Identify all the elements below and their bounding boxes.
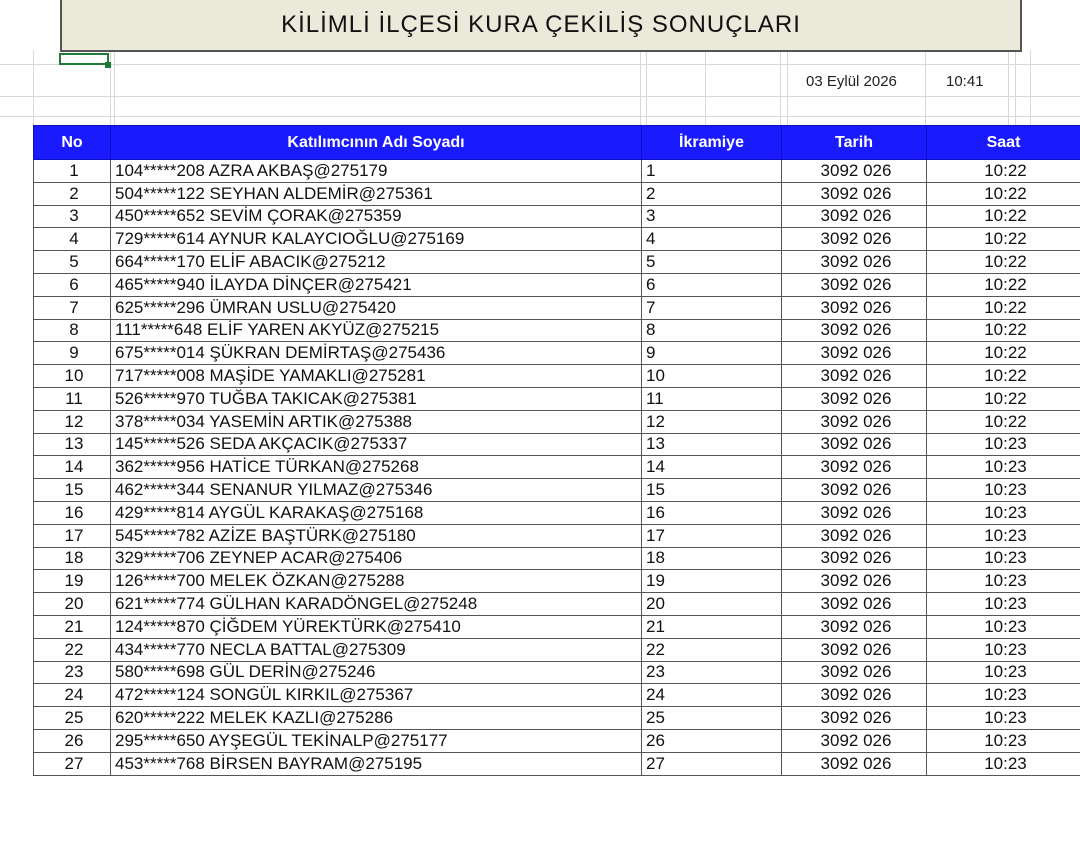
table-row: [34, 319, 1080, 342]
date-cell[interactable]: 3092 026: [782, 182, 927, 205]
participant-name-cell[interactable]: 362*****956 HATİCE TÜRKAN@275268: [111, 456, 642, 479]
time-cell[interactable]: 10:23: [927, 456, 1080, 479]
row-number-cell[interactable]: 10: [34, 365, 111, 388]
row-number-cell[interactable]: 21: [34, 615, 111, 638]
date-cell[interactable]: 3092 026: [782, 456, 927, 479]
participant-name-cell[interactable]: 545*****782 AZİZE BAŞTÜRK@275180: [111, 524, 642, 547]
participant-name-cell[interactable]: 453*****768 BİRSEN BAYRAM@275195: [111, 752, 642, 775]
participant-name-cell[interactable]: 295*****650 AYŞEGÜL TEKİNALP@275177: [111, 729, 642, 752]
prize-cell[interactable]: 17: [642, 524, 782, 547]
table-row: [34, 729, 1080, 752]
prize-cell[interactable]: 12: [642, 410, 782, 433]
participant-name-cell[interactable]: 145*****526 SEDA AKÇACIK@275337: [111, 433, 642, 456]
table-row: [34, 524, 1080, 547]
row-number-cell[interactable]: 1: [34, 160, 111, 183]
time-cell[interactable]: 10:23: [927, 661, 1080, 684]
row-number-cell[interactable]: 23: [34, 661, 111, 684]
column-header-time[interactable]: Saat: [927, 126, 1080, 160]
grid-line: [0, 116, 1080, 117]
table-row: [34, 638, 1080, 661]
table-row: [34, 752, 1080, 775]
table-row: [34, 160, 1080, 183]
time-cell[interactable]: 10:23: [927, 729, 1080, 752]
date-cell[interactable]: 3092 026: [782, 707, 927, 730]
time-cell[interactable]: 10:22: [927, 342, 1080, 365]
grid-line: [0, 64, 1080, 65]
participant-name-cell[interactable]: 450*****652 SEVİM ÇORAK@275359: [111, 205, 642, 228]
row-number-cell[interactable]: 13: [34, 433, 111, 456]
prize-cell[interactable]: 14: [642, 456, 782, 479]
row-number-cell[interactable]: 11: [34, 387, 111, 410]
date-cell[interactable]: 3092 026: [782, 273, 927, 296]
time-cell[interactable]: 10:22: [927, 160, 1080, 183]
participant-name-cell[interactable]: 124*****870 ÇİĞDEM YÜREKTÜRK@275410: [111, 615, 642, 638]
participant-name-cell[interactable]: 526*****970 TUĞBA TAKICAK@275381: [111, 387, 642, 410]
table-row: [34, 456, 1080, 479]
table-body: [34, 160, 1080, 776]
participant-name-cell[interactable]: 462*****344 SENANUR YILMAZ@275346: [111, 479, 642, 502]
prize-cell[interactable]: 23: [642, 661, 782, 684]
participant-name-cell[interactable]: 729*****614 AYNUR KALAYCIOĞLU@275169: [111, 228, 642, 251]
date-cell[interactable]: 3092 026: [782, 296, 927, 319]
date-cell[interactable]: 3092 026: [782, 501, 927, 524]
date-cell[interactable]: 3092 026: [782, 570, 927, 593]
row-number-cell[interactable]: 27: [34, 752, 111, 775]
row-number-cell[interactable]: 9: [34, 342, 111, 365]
time-cell[interactable]: 10:22: [927, 387, 1080, 410]
row-number-cell[interactable]: 18: [34, 547, 111, 570]
prize-cell[interactable]: 13: [642, 433, 782, 456]
prize-cell[interactable]: 2: [642, 182, 782, 205]
time-cell[interactable]: 10:23: [927, 638, 1080, 661]
date-cell[interactable]: 3092 026: [782, 547, 927, 570]
row-number-cell[interactable]: 26: [34, 729, 111, 752]
prize-cell[interactable]: 24: [642, 684, 782, 707]
prize-cell[interactable]: 4: [642, 228, 782, 251]
results-table: [33, 125, 1080, 776]
prize-cell[interactable]: 11: [642, 387, 782, 410]
date-cell[interactable]: 3092 026: [782, 433, 927, 456]
date-cell[interactable]: 3092 026: [782, 387, 927, 410]
date-cell[interactable]: 3092 026: [782, 684, 927, 707]
table-header-row: [34, 126, 1080, 160]
table-row: [34, 228, 1080, 251]
participant-name-cell[interactable]: 625*****296 ÜMRAN USLU@275420: [111, 296, 642, 319]
table-row: [34, 387, 1080, 410]
table-row: [34, 615, 1080, 638]
grid-line: [640, 50, 641, 125]
current-date-cell[interactable]: 03 Eylül 2026: [806, 72, 897, 90]
grid-line: [787, 50, 788, 125]
date-cell[interactable]: 3092 026: [782, 615, 927, 638]
row-number-cell[interactable]: 6: [34, 273, 111, 296]
row-number-cell[interactable]: 7: [34, 296, 111, 319]
prize-cell[interactable]: 16: [642, 501, 782, 524]
table-row: [34, 547, 1080, 570]
date-cell[interactable]: 3092 026: [782, 251, 927, 274]
prize-cell[interactable]: 21: [642, 615, 782, 638]
date-cell[interactable]: 3092 026: [782, 410, 927, 433]
table-row: [34, 273, 1080, 296]
row-number-cell[interactable]: 3: [34, 205, 111, 228]
date-cell[interactable]: 3092 026: [782, 661, 927, 684]
row-number-cell[interactable]: 20: [34, 593, 111, 616]
prize-cell[interactable]: 19: [642, 570, 782, 593]
column-header-prize[interactable]: İkramiye: [642, 126, 782, 160]
column-header-no[interactable]: No: [34, 126, 111, 160]
grid-line: [1008, 50, 1009, 125]
participant-name-cell[interactable]: 717*****008 MAŞİDE YAMAKLI@275281: [111, 365, 642, 388]
row-number-cell[interactable]: 22: [34, 638, 111, 661]
grid-line: [1015, 50, 1016, 125]
prize-cell[interactable]: 18: [642, 547, 782, 570]
row-number-cell[interactable]: 8: [34, 319, 111, 342]
date-cell[interactable]: 3092 026: [782, 205, 927, 228]
time-cell[interactable]: 10:23: [927, 547, 1080, 570]
row-number-cell[interactable]: 24: [34, 684, 111, 707]
participant-name-cell[interactable]: 104*****208 AZRA AKBAŞ@275179: [111, 160, 642, 183]
row-number-cell[interactable]: 2: [34, 182, 111, 205]
table-row: [34, 433, 1080, 456]
time-cell[interactable]: 10:22: [927, 251, 1080, 274]
date-cell[interactable]: 3092 026: [782, 524, 927, 547]
fill-handle[interactable]: [105, 62, 111, 68]
prize-cell[interactable]: 26: [642, 729, 782, 752]
date-cell[interactable]: 3092 026: [782, 638, 927, 661]
time-cell[interactable]: 10:23: [927, 524, 1080, 547]
current-time-cell[interactable]: 10:41: [946, 72, 984, 90]
row-number-cell[interactable]: 19: [34, 570, 111, 593]
row-number-cell[interactable]: 16: [34, 501, 111, 524]
time-cell[interactable]: 10:23: [927, 752, 1080, 775]
table-row: [34, 251, 1080, 274]
grid-line: [1030, 50, 1031, 125]
prize-cell[interactable]: 6: [642, 273, 782, 296]
grid-line: [114, 50, 115, 125]
prize-cell[interactable]: 27: [642, 752, 782, 775]
prize-cell[interactable]: 9: [642, 342, 782, 365]
time-cell[interactable]: 10:23: [927, 479, 1080, 502]
prize-cell[interactable]: 8: [642, 319, 782, 342]
row-number-cell[interactable]: 15: [34, 479, 111, 502]
selected-cell[interactable]: [59, 53, 109, 65]
row-number-cell[interactable]: 25: [34, 707, 111, 730]
participant-name-cell[interactable]: 329*****706 ZEYNEP ACAR@275406: [111, 547, 642, 570]
participant-name-cell[interactable]: 429*****814 AYGÜL KARAKAŞ@275168: [111, 501, 642, 524]
table-row: [34, 501, 1080, 524]
grid-line: [646, 50, 647, 125]
row-number-cell[interactable]: 17: [34, 524, 111, 547]
participant-name-cell[interactable]: 472*****124 SONGÜL KIRKIL@275367: [111, 684, 642, 707]
time-cell[interactable]: 10:23: [927, 707, 1080, 730]
row-number-cell[interactable]: 4: [34, 228, 111, 251]
date-cell[interactable]: 3092 026: [782, 319, 927, 342]
time-cell[interactable]: 10:23: [927, 615, 1080, 638]
date-cell[interactable]: 3092 026: [782, 752, 927, 775]
column-header-name[interactable]: Katılımcının Adı Soyadı: [111, 126, 642, 160]
date-cell[interactable]: 3092 026: [782, 160, 927, 183]
participant-name-cell[interactable]: 675*****014 ŞÜKRAN DEMİRTAŞ@275436: [111, 342, 642, 365]
grid-line: [705, 50, 706, 125]
table-row: [34, 684, 1080, 707]
participant-name-cell[interactable]: 465*****940 İLAYDA DİNÇER@275421: [111, 273, 642, 296]
table-row: [34, 707, 1080, 730]
table-row: [34, 661, 1080, 684]
date-cell[interactable]: 3092 026: [782, 593, 927, 616]
time-cell[interactable]: 10:22: [927, 365, 1080, 388]
prize-cell[interactable]: 5: [642, 251, 782, 274]
page-title: KİLİMLİ İLÇESİ KURA ÇEKİLİŞ SONUÇLARI: [60, 0, 1022, 52]
participant-name-cell[interactable]: 580*****698 GÜL DERİN@275246: [111, 661, 642, 684]
row-number-cell[interactable]: 12: [34, 410, 111, 433]
participant-name-cell[interactable]: 126*****700 MELEK ÖZKAN@275288: [111, 570, 642, 593]
participant-name-cell[interactable]: 621*****774 GÜLHAN KARADÖNGEL@275248: [111, 593, 642, 616]
table-row: [34, 342, 1080, 365]
table-row: [34, 365, 1080, 388]
prize-cell[interactable]: 15: [642, 479, 782, 502]
time-cell[interactable]: 10:23: [927, 501, 1080, 524]
time-cell[interactable]: 10:23: [927, 570, 1080, 593]
time-cell[interactable]: 10:22: [927, 228, 1080, 251]
table-row: [34, 570, 1080, 593]
prize-cell[interactable]: 20: [642, 593, 782, 616]
table-row: [34, 410, 1080, 433]
time-cell[interactable]: 10:22: [927, 410, 1080, 433]
participant-name-cell[interactable]: 434*****770 NECLA BATTAL@275309: [111, 638, 642, 661]
table-row: [34, 479, 1080, 502]
grid-line: [0, 96, 1080, 97]
participant-name-cell[interactable]: 111*****648 ELİF YAREN AKYÜZ@275215: [111, 319, 642, 342]
table-row: [34, 182, 1080, 205]
row-number-cell[interactable]: 14: [34, 456, 111, 479]
grid-line: [33, 50, 34, 125]
time-cell[interactable]: 10:22: [927, 296, 1080, 319]
participant-name-cell[interactable]: 378*****034 YASEMİN ARTIK@275388: [111, 410, 642, 433]
prize-cell[interactable]: 7: [642, 296, 782, 319]
time-cell[interactable]: 10:22: [927, 319, 1080, 342]
prize-cell[interactable]: 10: [642, 365, 782, 388]
prize-cell[interactable]: 22: [642, 638, 782, 661]
date-cell[interactable]: 3092 026: [782, 479, 927, 502]
table-row: [34, 205, 1080, 228]
time-cell[interactable]: 10:23: [927, 684, 1080, 707]
column-header-date[interactable]: Tarih: [782, 126, 927, 160]
time-cell[interactable]: 10:22: [927, 205, 1080, 228]
time-cell[interactable]: 10:22: [927, 273, 1080, 296]
time-cell[interactable]: 10:22: [927, 182, 1080, 205]
row-number-cell[interactable]: 5: [34, 251, 111, 274]
prize-cell[interactable]: 3: [642, 205, 782, 228]
participant-name-cell[interactable]: 664*****170 ELİF ABACIK@275212: [111, 251, 642, 274]
participant-name-cell[interactable]: 504*****122 SEYHAN ALDEMİR@275361: [111, 182, 642, 205]
table-row: [34, 593, 1080, 616]
table-row: [34, 296, 1080, 319]
time-cell[interactable]: 10:23: [927, 433, 1080, 456]
grid-line: [780, 50, 781, 125]
prize-cell[interactable]: 25: [642, 707, 782, 730]
time-cell[interactable]: 10:23: [927, 593, 1080, 616]
date-cell[interactable]: 3092 026: [782, 365, 927, 388]
date-cell[interactable]: 3092 026: [782, 729, 927, 752]
date-cell[interactable]: 3092 026: [782, 342, 927, 365]
participant-name-cell[interactable]: 620*****222 MELEK KAZLI@275286: [111, 707, 642, 730]
date-cell[interactable]: 3092 026: [782, 228, 927, 251]
prize-cell[interactable]: 1: [642, 160, 782, 183]
